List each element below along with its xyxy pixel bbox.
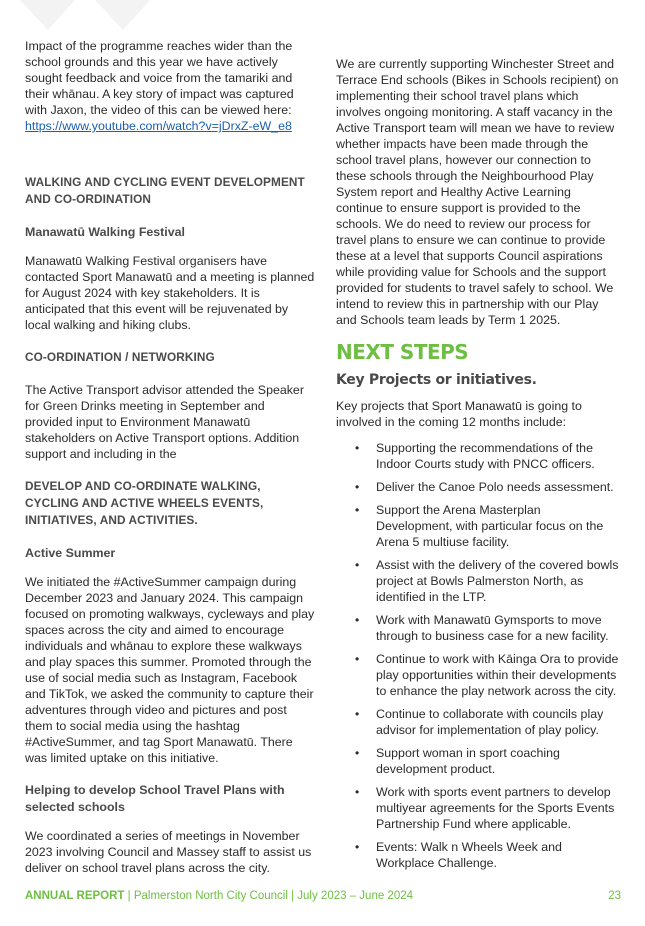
key-projects-intro: Key projects that Sport Manawatū is going to involved in the coming 12 months include: [336, 399, 582, 429]
key-projects-heading: Key Projects or initiatives. [336, 372, 537, 388]
key-projects-list [336, 440, 620, 871]
paragraph-schools-support: We are currently supporting Winchester Street and Terrace End schools (Bikes in Schools recipient) on implementing their school travel plans which involves ongoing monitoring. A staff vacancy in the Active Transport team will mean we have to review whether impacts have been made through the school travel plans, however our connection to these schools through the Neighbourhood Play System report and Healthy Active Learning continue to ensure support is provided to the schools. We do need to review our process for travel plans to ensure we can continue to provide these at a level that supports Council aspirations while providing value for Schools and the support provided for students to travel safely to school. We intend to review this in partnership with our Play and Schools team leads by Term 1 2025. [336, 57, 619, 327]
footer-report-label: ANNUAL REPORT [25, 890, 125, 902]
spacer [25, 150, 315, 174]
video-link[interactable]: https://www.youtube.com/watch?v=jDrxZ-eW_e8 [25, 119, 292, 133]
subheading-walking-festival: Manawatū Walking Festival [25, 225, 185, 239]
paragraph-active-summer: We initiated the #ActiveSummer campaign during December 2023 and January 2024. This campaign focused on promoting walkways, cycleways and play spaces across the city and aimed to encourage individuals and whānau to explore these walkways and play spaces this summer. Promoted through the use of social media such as Instagram, Facebook and TikTok, we asked the community to capture their adventures through video and pictures and post them to social media using the hashtag #ActiveSummer, and tag Sport Manawatū. There was limited uptake on this initiative. [25, 575, 315, 765]
list-item: • Work with Manawatū Gymsports to move through to business case for a new facility. [355, 613, 609, 643]
left-column [25, 38, 315, 892]
list-item: • Continue to work with Kāinga Ora to provide play opportunities within their developments to enhance the play network across the city. [355, 652, 619, 698]
bullet-icon: • [355, 558, 360, 572]
right-column [336, 56, 620, 878]
list-item: • Assist with the delivery of the covered bowls project at Bowls Palmerston North, as identified in the LTP. [355, 558, 619, 604]
footer-period: July 2023 – June 2024 [297, 890, 414, 902]
paragraph-walking-festival: Manawatū Walking Festival organisers have contacted Sport Manawatū and a meeting is planned for August 2024 with key stakeholders. It is anticipated that this event will be rejuvenated by local walking and hiking clubs. [25, 254, 315, 332]
page-footer [25, 890, 621, 902]
bullet-icon: • [355, 441, 360, 455]
footer-separator: | [124, 890, 134, 902]
paragraph-school-travel-plans: We coordinated a series of meetings in November 2023 involving Council and Massey staff to assist us deliver on school travel plans across the city. [25, 829, 312, 875]
bullet-icon: • [355, 707, 360, 721]
heading-networking: CO-ORDINATION / NETWORKING [25, 350, 215, 364]
list-item: • Deliver the Canoe Polo needs assessment. [355, 480, 614, 494]
subheading-school-travel-plans: Helping to develop School Travel Plans with selected schools [25, 783, 285, 814]
page-number: 23 [608, 890, 621, 902]
list-item: • Supporting the recommendations of the Indoor Courts study with PNCC officers. [355, 441, 595, 471]
list-item: • Support the Arena Masterplan Development, with particular focus on the Arena 5 multiuse facility. [355, 503, 604, 549]
bullet-icon: • [355, 613, 360, 627]
list-item: • Support woman in sport coaching development product. [355, 746, 560, 776]
paragraph-networking: The Active Transport advisor attended the Speaker for Green Drinks meeting in September and provided input to Environment Manawatū stakeholders on Active Transport options. Addition support and including in the [25, 383, 304, 461]
list-item: • Events: Walk n Wheels Week and Workplace Challenge. [355, 840, 562, 870]
bullet-icon: • [355, 785, 360, 799]
footer-separator: | [287, 890, 298, 902]
header-chevron-decoration [0, 0, 200, 40]
footer-council: Palmerston North City Council [133, 890, 288, 902]
list-item: • Continue to collaborate with councils play advisor for implementation of play policy. [355, 707, 604, 737]
bullet-icon: • [355, 746, 360, 760]
list-item: • Work with sports event partners to develop multiyear agreements for the Sports Events Partnership Fund where applicable. [355, 785, 615, 831]
bullet-icon: • [355, 840, 360, 854]
bullet-icon: • [355, 503, 360, 517]
heading-develop-events: DEVELOP AND CO-ORDINATE WALKING, CYCLING AND ACTIVE WHEELS EVENTS, INITIATIVES, AND ACTIVITIES. [25, 479, 264, 527]
bullet-icon: • [355, 480, 360, 494]
bullet-icon: • [355, 652, 360, 666]
subheading-active-summer: Active Summer [25, 546, 116, 560]
heading-event-development: WALKING AND CYCLING EVENT DEVELOPMENT AND CO-ORDINATION [25, 175, 305, 206]
next-steps-heading: NEXT STEPS [336, 340, 469, 364]
intro-paragraph: Impact of the programme reaches wider than the school grounds and this year we have actively sought feedback and voice from the tamariki and their whānau. A key story of impact was captured with Jaxon, the video of this can be viewed here: https://www.youtube.com/watch?v=jDrxZ-eW_e8 [25, 39, 294, 133]
